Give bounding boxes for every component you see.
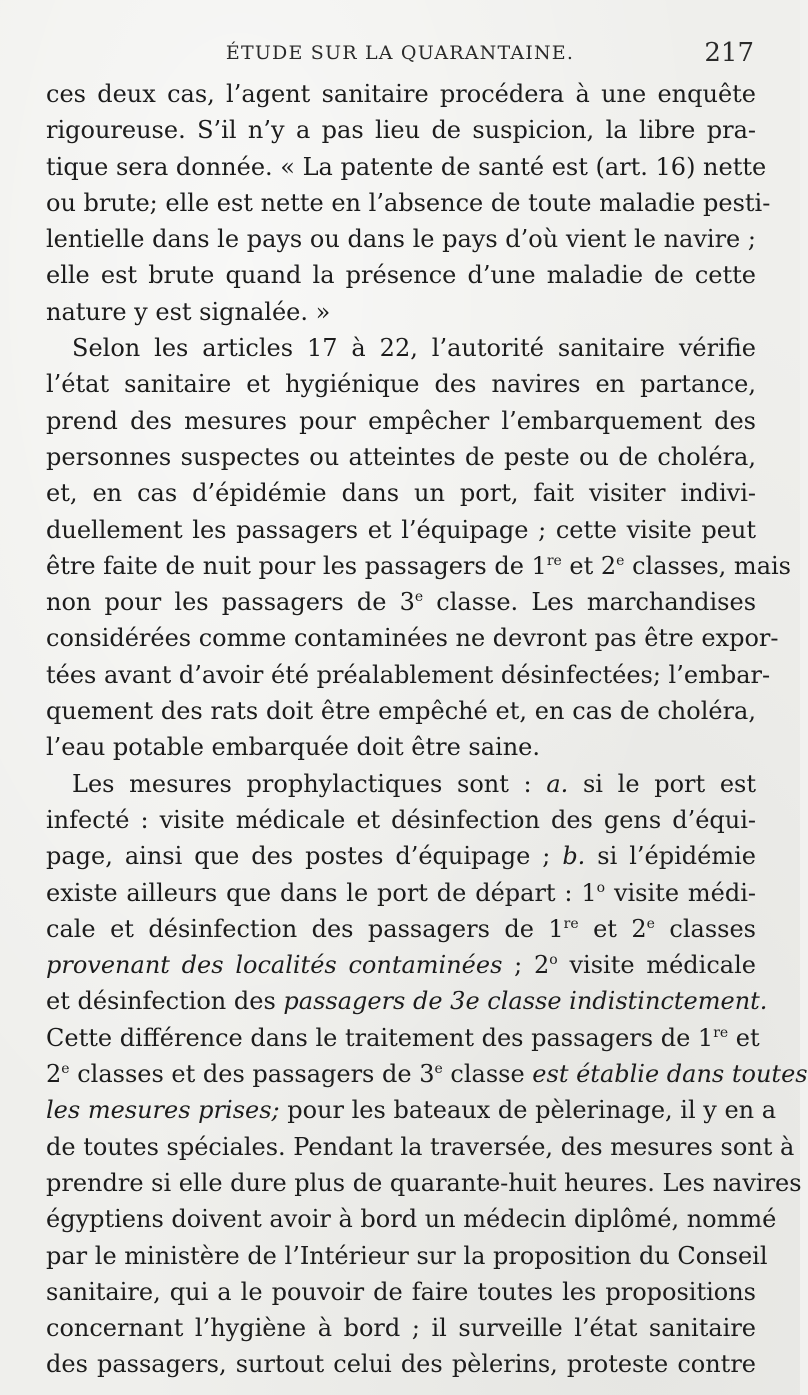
text-line: infecté : visite médicale et désinfection des gens d’équi- xyxy=(46,805,756,834)
text-line: Cette différence dans le traitement des passagers de 1re et xyxy=(46,1023,760,1052)
text-line: des passagers, surtout celui des pèlerins, proteste contre xyxy=(46,1350,756,1379)
running-title: ÉTUDE SUR LA QUARANTAINE. xyxy=(225,42,575,64)
text-line: les mesures prises; pour les bateaux de pèlerinage, il y en a xyxy=(46,1096,777,1125)
text-line: l’état sanitaire et hygiénique des navires en partance, xyxy=(46,370,756,399)
text-line: tique sera donnée. « La patente de santé est (art. 16) nette xyxy=(46,152,767,181)
text-line: ces deux cas, l’agent sanitaire procédera à une enquête xyxy=(46,80,756,108)
text-line: par le ministère de l’Intérieur sur la proposition du Conseil xyxy=(46,1241,768,1270)
text-line: elle est brute quand la présence d’une maladie de cette xyxy=(46,261,756,290)
body-text xyxy=(46,76,808,1383)
text-line: Selon les articles 17 à 22, l’autorité sanitaire vérifie xyxy=(72,334,756,363)
text-line: prend des mesures pour empêcher l’embarquement des xyxy=(46,406,756,435)
text-line: égyptiens doivent avoir à bord un médecin diplômé, nommé xyxy=(46,1205,777,1234)
text-line: non pour les passagers de 3e classe. Les marchandises xyxy=(46,588,757,617)
text-line: provenant des localités contaminées ; 2$^o$ visite médicale xyxy=(46,951,756,980)
text-line: de toutes spéciales. Pendant la traversée, des mesures sont à xyxy=(46,1132,795,1161)
text-line: cale et désinfection des passagers de 1re et 2e classes xyxy=(46,914,756,943)
text-line: et désinfection des passagers de 3e classe indistinctement. xyxy=(46,987,768,1016)
page-header xyxy=(0,38,800,68)
text-line: tées avant d’avoir été préalablement désinfectées; l’embar- xyxy=(46,660,771,689)
text-line: Les mesures prophylactiques sont : a. si le port est xyxy=(72,769,756,798)
text-line: concernant l’hygiène à bord ; il surveille l’état sanitaire xyxy=(46,1314,756,1343)
text-line: considérées comme contaminées ne devront pas être expor- xyxy=(46,624,779,653)
text-line: l’eau potable embarquée doit être saine. xyxy=(46,733,541,762)
text-line: duellement les passagers et l’équipage ; cette visite peut xyxy=(46,515,756,544)
text-line: être faite de nuit pour les passagers de 1re et 2e classes, mais xyxy=(46,551,791,580)
text-line: lentielle dans le pays ou dans le pays d’où vient le navire ; xyxy=(46,225,756,254)
text-line: rigoureuse. S’il n’y a pas lieu de suspicion, la libre pra- xyxy=(46,116,756,145)
text-line: et, en cas d’épidémie dans un port, fait visiter indivi- xyxy=(46,479,756,508)
text-line: ou brute; elle est nette en l’absence de toute maladie pesti- xyxy=(46,188,771,217)
text-line: nature y est signalée. » xyxy=(46,297,331,326)
text-line: quement des rats doit être empêché et, en cas de choléra, xyxy=(46,697,756,726)
text-line: 2e classes et des passagers de 3e classe est établie dans toutes xyxy=(46,1060,808,1089)
text-line: personnes suspectes ou atteintes de peste ou de choléra, xyxy=(46,442,756,471)
text-line: sanitaire, qui a le pouvoir de faire toutes les propositions xyxy=(46,1277,756,1306)
text-line: existe ailleurs que dans le port de départ : 1$^o$ visite médi- xyxy=(46,878,756,907)
text-line: prendre si elle dure plus de quarante-huit heures. Les navires xyxy=(46,1168,802,1197)
page-number: 217 xyxy=(704,38,754,68)
text-line: page, ainsi que des postes d’équipage ; b. si l’épidémie xyxy=(46,842,756,871)
